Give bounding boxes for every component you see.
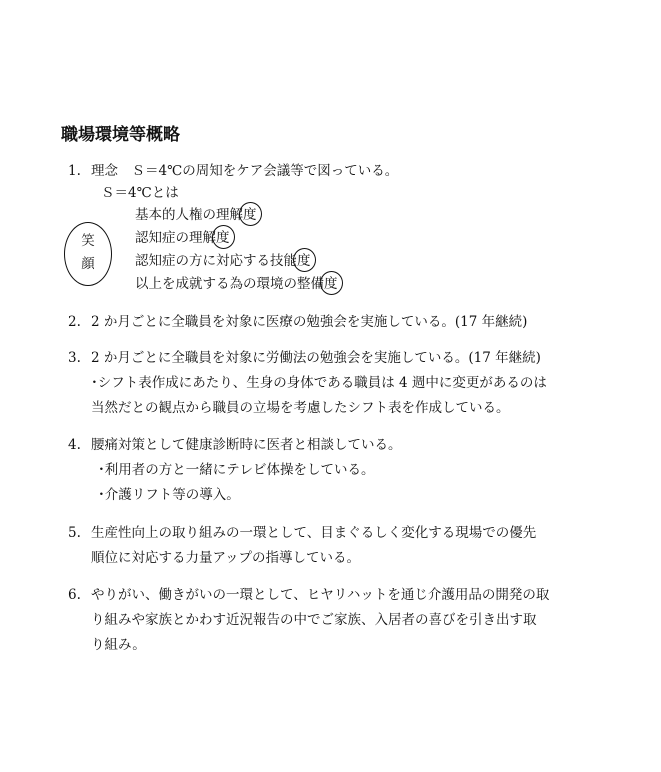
egao-circle: [64, 222, 112, 286]
definition-heading: Ｓ＝4℃とは: [101, 185, 179, 201]
item-number: 3.: [68, 350, 81, 366]
circled-char-text: 度: [243, 207, 257, 223]
item-line: ･利用者の方と一緒にテレビ体操をしている。: [98, 462, 375, 478]
circled-char-text: 度: [324, 276, 338, 292]
definition-row-text: 認知症の理解: [135, 230, 216, 246]
definition-row-text: 認知症の方に対応する技能: [135, 253, 297, 269]
circled-char: [297, 252, 311, 270]
circle-mark: [212, 225, 235, 249]
item-line: やりがい、働きがいの一環として、ヒヤリハットを通じ介護用品の開発の取: [91, 587, 550, 603]
egao-char: 笑: [81, 233, 95, 249]
definition-row: [135, 275, 338, 293]
item-number: 6.: [68, 587, 81, 603]
item-line: り組み。: [91, 637, 146, 653]
circled-char-text: 度: [216, 230, 230, 246]
item-line: 順位に対応する力量アップの指導している。: [91, 550, 361, 566]
circled-char: [243, 206, 257, 224]
item-number: 2.: [68, 314, 81, 330]
circle-mark: [320, 271, 343, 295]
item-line: ･シフト表作成にあたり、生身の身体である職員は 4 週中に変更があるのは: [91, 375, 547, 391]
circle-mark: [239, 202, 262, 226]
definition-row: [135, 229, 230, 247]
item-number: 5.: [68, 525, 81, 541]
circled-char: [324, 275, 338, 293]
item-line: 生産性向上の取り組みの一環として、目まぐるしく変化する現場での優先: [91, 525, 537, 541]
item-line: 当然だとの観点から職員の立場を考慮したシフト表を作成している。: [91, 400, 510, 416]
definition-row-text: 基本的人権の理解: [135, 207, 243, 223]
egao-char: 顔: [81, 256, 95, 272]
item-line: り組みや家族とかわす近況報告の中でご家族、入居者の喜びを引き出す取: [91, 612, 537, 628]
definition-row: [135, 252, 311, 270]
definition-row-text: 以上を成就する為の環境の整備: [135, 276, 324, 292]
item-line: ･介護リフト等の導入。: [98, 487, 240, 503]
item-line: 腰痛対策として健康診断時に医者と相談している。: [91, 437, 402, 453]
circled-char: [216, 229, 230, 247]
page-title: 職場環境等概略: [61, 125, 180, 145]
item-line: 理念 Ｓ＝4℃の周知をケア会議等で図っている。: [91, 163, 399, 179]
circled-char-text: 度: [297, 253, 311, 269]
item-number: 1.: [68, 163, 81, 179]
item-number: 4.: [68, 437, 81, 453]
item-line: 2 か月ごとに全職員を対象に医療の勉強会を実施している。(17 年継続): [91, 314, 528, 330]
circle-mark: [293, 248, 316, 272]
item-line: 2 か月ごとに全職員を対象に労働法の勉強会を実施している。(17 年継続): [91, 350, 541, 366]
definition-row: [135, 206, 257, 224]
